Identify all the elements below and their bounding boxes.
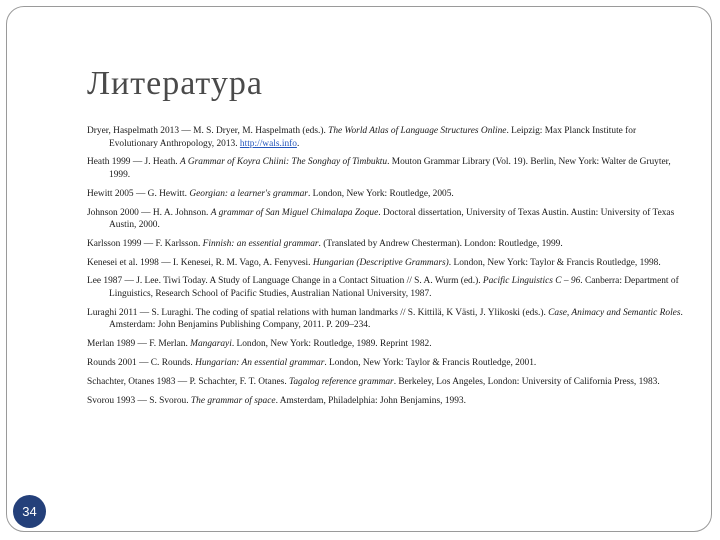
reference-details: . Doctoral dissertation, University of Texas Austin. Austin: University of Texas Austin, 2000.	[109, 207, 675, 231]
reference-details: . (Translated by Andrew Chesterman). London: Routledge, 1999.	[318, 238, 563, 249]
reference-details: . Berkeley, Los Angeles, London: University of California Press, 1983.	[393, 376, 660, 387]
reference-details: . London, New York: Routledge, 2005.	[307, 188, 454, 199]
reference-lead: Svorou 1993 — S. Svorou.	[87, 395, 191, 406]
reference-details: . Leipzig: Max Planck Institute for Evolutionary Anthropology, 2013.	[109, 126, 637, 149]
reference-title: Pacific Linguistics C – 96	[482, 276, 581, 287]
page-number-badge: 34	[13, 495, 46, 528]
reference-item	[87, 307, 685, 332]
reference-item	[87, 338, 685, 351]
reference-lead: Lee 1987 — J. Lee. Tiwi Today. A Study of Language Change in a Contact Situation // S. A. Wurm (ed.).	[87, 276, 483, 287]
reference-lead: Kenesei et al. 1998 — I. Kenesei, R. M. Vago, A. Fenyvesi.	[87, 257, 313, 268]
reference-lead: Hewitt 2005 — G. Hewitt.	[87, 188, 190, 199]
reference-details: . Amsterdam, Philadelphia: John Benjamins, 1993.	[275, 395, 466, 406]
reference-title: Case, Animacy and Semantic Roles	[548, 307, 681, 318]
reference-item	[87, 275, 685, 300]
reference-lead: Johnson 2000 — H. A. Johnson.	[87, 207, 211, 218]
reference-link[interactable]: http://wals.info	[239, 138, 297, 149]
reference-end: .	[296, 138, 300, 149]
reference-item	[87, 238, 685, 251]
reference-title: Tagalog reference grammar	[289, 376, 394, 387]
slide	[6, 6, 712, 532]
reference-item	[87, 188, 685, 201]
reference-title: Hungarian: An essential grammar	[195, 358, 325, 368]
reference-lead: Karlsson 1999 — F. Karlsson.	[87, 238, 203, 249]
reference-item	[87, 357, 685, 370]
reference-details: . London, New York: Taylor & Francis Routledge, 2001.	[324, 358, 537, 368]
reference-item	[87, 257, 685, 270]
reference-details: . Amsterdam: John Benjamins Publishing Company, 2011. P. 209–234.	[109, 307, 683, 331]
reference-item	[87, 395, 685, 408]
reference-title: A Grammar of Koyra Chiini: The Songhay of Timbuktu	[179, 157, 388, 168]
reference-details: . London, New York: Routledge, 1989. Reprint 1982.	[231, 339, 432, 350]
reference-lead: Schachter, Otanes 1983 — P. Schachter, F. T. Otanes.	[87, 376, 290, 387]
reference-item	[87, 376, 685, 389]
reference-details: . Mouton Grammar Library (Vol. 19). Berlin, New York: Walter de Gruyter, 1999.	[109, 157, 671, 180]
reference-title: Georgian: a learner's grammar	[189, 188, 308, 199]
reference-title: The grammar of space	[190, 395, 276, 406]
reference-title: Finnish: an essential grammar	[202, 238, 319, 249]
reference-item	[87, 207, 685, 232]
reference-title: Mangarayi	[190, 339, 232, 350]
reference-title: A grammar of San Miguel Chimalapa Zoque	[210, 207, 379, 218]
reference-lead: Luraghi 2011 — S. Luraghi. The coding of spatial relations with human landmarks // S. Kittilä, K Västi, J. Ylikoski (eds.).	[87, 307, 549, 318]
reference-lead: Rounds 2001 — C. Rounds.	[87, 358, 196, 368]
reference-list	[87, 125, 685, 413]
reference-lead: Merlan 1989 — F. Merlan.	[87, 339, 191, 350]
reference-item	[87, 125, 685, 150]
reference-lead: Heath 1999 — J. Heath.	[87, 157, 180, 168]
reference-title: The World Atlas of Language Structures Online	[328, 126, 507, 136]
page-title: Литература	[87, 65, 263, 102]
reference-lead: Dryer, Haspelmath 2013 — M. S. Dryer, M. Haspelmath (eds.).	[87, 126, 329, 136]
reference-title: Hungarian (Descriptive Grammars)	[312, 257, 449, 268]
reference-details: . Canberra: Department of Linguistics, Research School of Pacific Studies, Australian National University, 1987.	[109, 276, 679, 300]
reference-details: . London, New York: Taylor & Francis Routledge, 1998.	[448, 257, 661, 268]
reference-item	[87, 156, 685, 181]
